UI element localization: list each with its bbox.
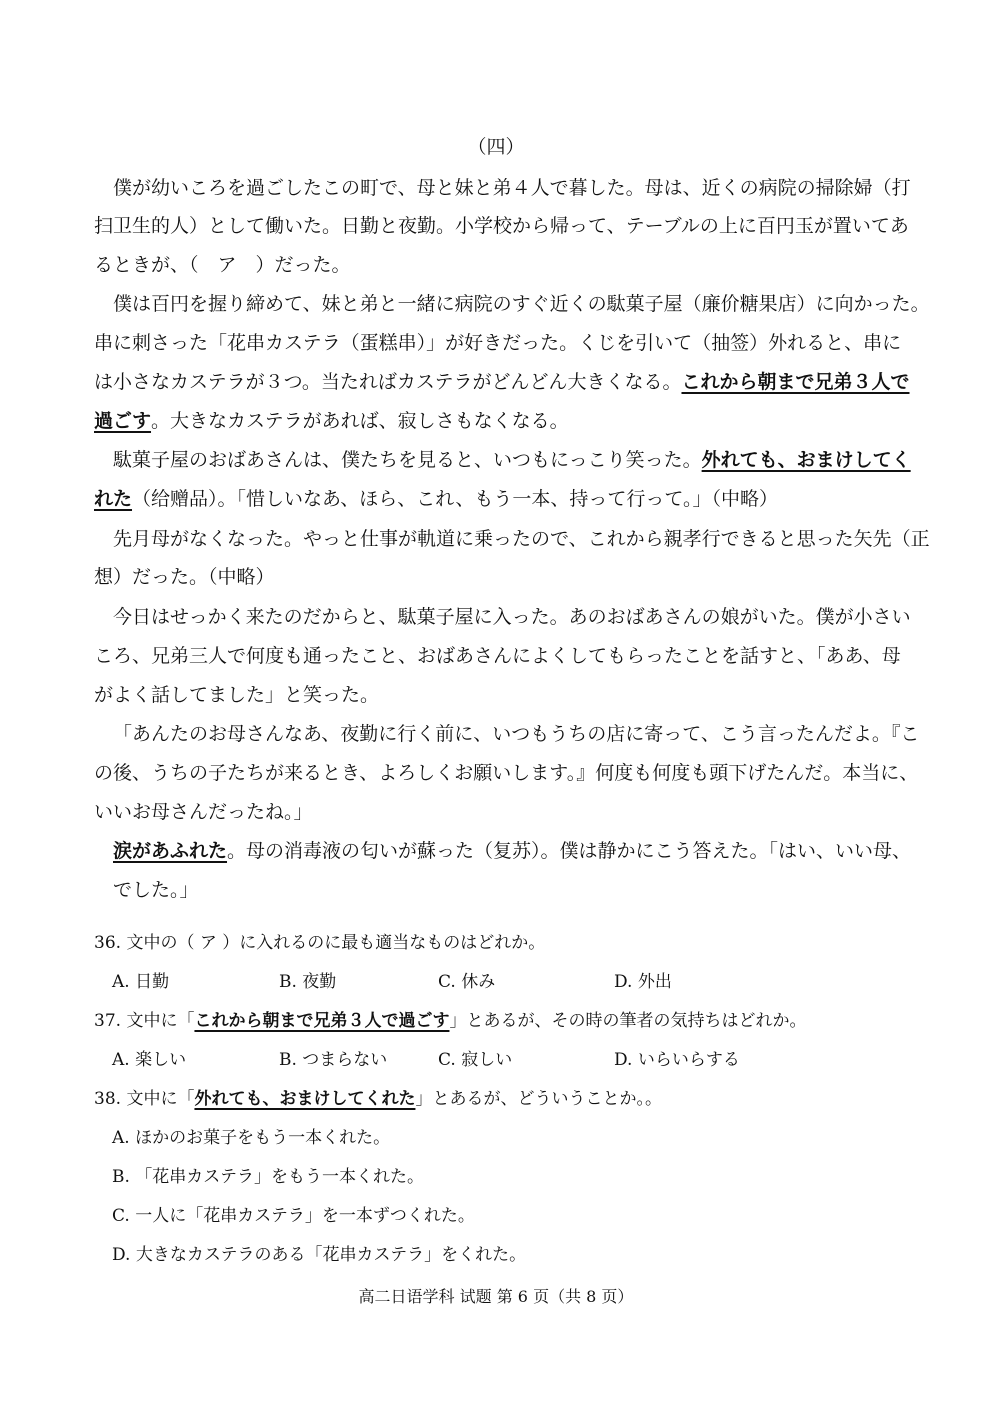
passage-text: 。母の消毒液の匂いが蘇った（复苏）。僕は静かにこう答えた。「はい、いい母、	[227, 840, 912, 862]
passage-line: の後、うちの子たちが来るとき、よろしくお願いします。』何度も何度も頭下げたんだ。本当に、	[94, 762, 919, 784]
question-text: 」とあるが、どういうことか。。	[415, 1089, 662, 1109]
passage-line	[113, 447, 911, 473]
question-38	[94, 1087, 662, 1111]
passage-text: 駄菓子屋のおばあさんは、僕たちを見ると、いつもにっこり笑った。	[113, 449, 702, 471]
question-text: 38. 文中に「	[94, 1089, 195, 1109]
option-b[interactable]: B. つまらない	[279, 1050, 388, 1070]
underlined-phrase: 外れても、おまけしてく	[701, 449, 911, 471]
passage-line: 僕が幼いころを過ごしたこの町で、母と妹と弟４人で暮した。母は、近くの病院の掃除婦（打	[113, 177, 911, 199]
passage-line	[113, 838, 911, 864]
underlined-phrase: 外れても、おまけしてくれた	[194, 1089, 416, 1109]
passage-line: 今日はせっかく来たのだからと、駄菓子屋に入った。あのおばあさんの娘がいた。僕が小さい	[113, 606, 911, 628]
passage-line	[94, 486, 778, 512]
option-d[interactable]: D. いらいらする	[614, 1050, 740, 1070]
option-d[interactable]: D. 外出	[614, 972, 672, 992]
passage-line: でした。」	[113, 879, 199, 901]
passage-line: ころ、兄弟三人で何度も通ったこと、おばあさんによくしてもらったことを話すと、「ああ、母	[94, 645, 901, 667]
option-d[interactable]: D. 大きなカステラのある「花串カステラ」をくれた。	[112, 1245, 527, 1265]
passage-line	[94, 408, 569, 434]
underlined-phrase: これから朝まで兄弟３人で	[681, 371, 910, 393]
option-a[interactable]: A. 楽しい	[112, 1050, 187, 1070]
passage-line: 扫卫生的人）として働いた。日勤と夜勤。小学校から帰って、テーブルの上に百円玉が置いてあ	[94, 215, 909, 237]
passage-text: は小さなカステラが３つ。当たればカステラがどんどん大きくなる。	[94, 371, 682, 393]
passage-line: がよく話してました」と笑った。	[94, 684, 380, 706]
passage-line: 串に刺さった「花串カステラ（蛋糕串）」が好きだった。くじを引いて（抽签）外れると、串に	[94, 332, 902, 354]
passage-text: 。大きなカステラがあれば、寂しさもなくなる。	[151, 410, 569, 432]
underlined-phrase: れた	[94, 488, 133, 510]
option-a[interactable]: A. 日勤	[112, 972, 170, 992]
option-b[interactable]: B. 夜勤	[279, 972, 337, 992]
option-c[interactable]: C. 寂しい	[438, 1050, 513, 1070]
passage-line: 僕は百円を握り締めて、妹と弟と一緒に病院のすぐ近くの駄菓子屋（廉价糖果店）に向かった。	[113, 293, 930, 315]
passage-text: （给赠品）。「惜しいなあ、ほら、これ、もう一本、持って行って。」（中略）	[132, 488, 779, 510]
passage-line: 「あんたのお母さんなあ、夜勤に行く前に、いつもうちの店に寄って、こう言ったんだよ。『こ	[113, 723, 920, 745]
question-36: 36. 文中の（ ア ）に入れるのに最も適当なものはどれか。	[94, 933, 546, 953]
passage-line	[94, 369, 910, 395]
passage-line: 想）だった。（中略）	[94, 566, 275, 588]
underlined-phrase: 過ごす	[94, 410, 152, 432]
passage-line: るときが、（ ア ）だった。	[94, 254, 351, 276]
option-a[interactable]: A. ほかのお菓子をもう一本くれた。	[112, 1128, 391, 1148]
underlined-phrase: 涙があふれた	[113, 840, 228, 862]
question-text: 」とあるが、その時の筆者の気持ちはどれか。	[449, 1011, 807, 1031]
question-37	[94, 1009, 806, 1033]
section-heading: （四）	[467, 136, 525, 158]
option-c[interactable]: C. 休み	[438, 972, 496, 992]
passage-line: いいお母さんだったね。」	[94, 801, 313, 823]
passage-line: 先月母がなくなった。やっと仕事が軌道に乗ったので、これから親孝行できると思った矢先（正	[113, 528, 930, 550]
page-footer: 高二日语学科 试题 第 6 页（共 8 页）	[358, 1287, 634, 1306]
option-b[interactable]: B. 「花串カステラ」をもう一本くれた。	[112, 1167, 424, 1187]
option-c[interactable]: C. 一人に「花串カステラ」を一本ずつくれた。	[112, 1206, 475, 1226]
question-text: 37. 文中に「	[94, 1011, 195, 1031]
underlined-phrase: これから朝まで兄弟３人で過ごす	[194, 1011, 450, 1031]
